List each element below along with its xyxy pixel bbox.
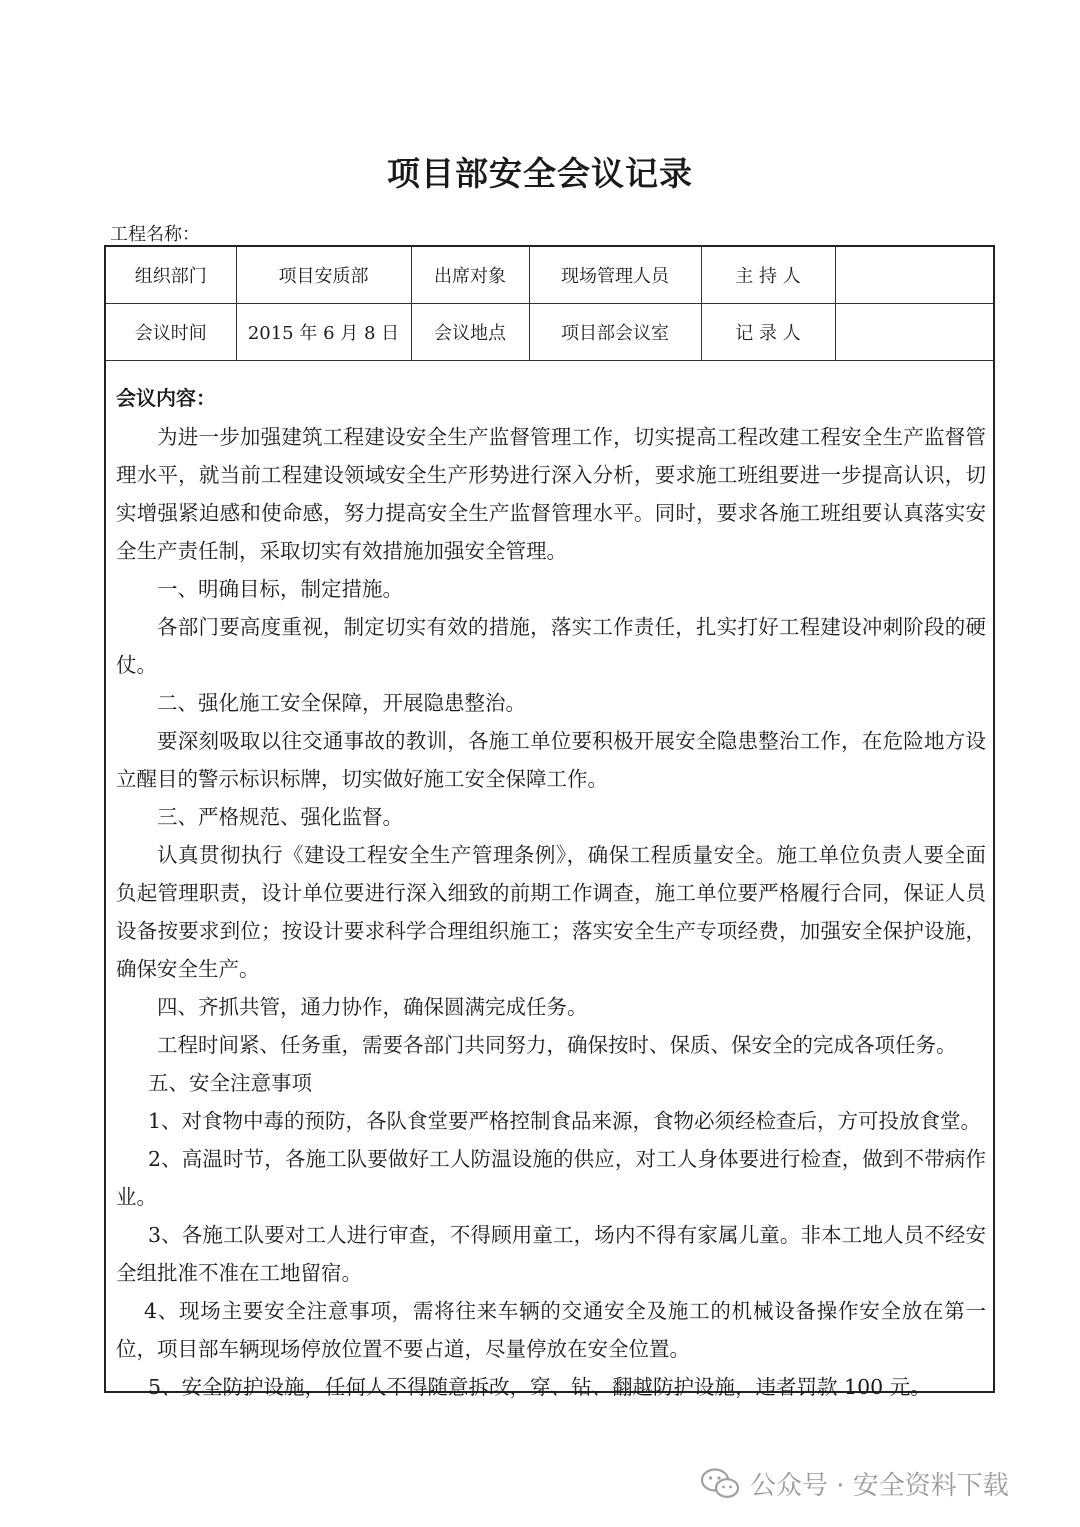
organizer-label: 组织部门 bbox=[106, 247, 236, 304]
wechat-icon bbox=[700, 1467, 740, 1501]
meeting-time-label: 会议时间 bbox=[106, 304, 236, 361]
list-item: 5、安全防护设施，任何人不得随意拆改，穿、钻、翻越防护设施，违者罚款 100 元。 bbox=[148, 1375, 931, 1399]
host-value bbox=[835, 247, 993, 304]
watermark bbox=[700, 1465, 1009, 1502]
meeting-location-label: 会议地点 bbox=[411, 304, 529, 361]
section-body-2: 要深刻吸取以往交通事故的教训，各施工单位要积极开展安全隐患整治工作，在危险地方设立醒目的警示标识标牌，切实做好施工安全保障工作。 bbox=[116, 729, 986, 791]
list-item: 4、现场主要安全注意事项，需将往来车辆的交通安全及施工的机械设备操作安全放在第一位，项目部车辆现场停放位置不要占道，尽量停放在安全位置。 bbox=[116, 1299, 986, 1361]
page-title: 项目部安全会议记录 bbox=[387, 154, 693, 193]
recorder-label: 记 录 人 bbox=[701, 304, 835, 361]
meeting-time-value: 2015 年 6 月 8 日 bbox=[236, 304, 411, 361]
meeting-location-value: 项目部会议室 bbox=[529, 304, 701, 361]
list-item: 2、高温时节，各施工队要做好工人防温设施的供应，对工人身体要进行检查，做到不带病作业。 bbox=[116, 1147, 986, 1209]
meeting-info-table bbox=[106, 247, 993, 361]
section-body-3: 认真贯彻执行《建设工程安全生产管理条例》，确保工程质量安全。施工单位负责人要全面负起管理职责，设计单位要进行深入细致的前期工作调查，施工单位要严格履行合同，保证人员设备按要求到位；按设计要求科学合理组织施工；落实安全生产专项经费，加强安全保护设施，确保安全生产。 bbox=[116, 843, 986, 981]
section-body-1: 各部门要高度重视，制定切实有效的措施，落实工作责任，扎实打好工程建设冲刺阶段的硬仗。 bbox=[116, 615, 986, 677]
section-heading-3: 三、严格规范、强化监督。 bbox=[157, 805, 403, 829]
section-body-4: 工程时间紧、任务重，需要各部门共同努力，确保按时、保质、保安全的完成各项任务。 bbox=[157, 1033, 957, 1057]
table-row bbox=[106, 304, 993, 361]
watermark-text: 公众号 · 安全资料下载 bbox=[750, 1471, 1009, 1501]
project-name-label: 工程名称： bbox=[110, 224, 200, 245]
table-row bbox=[106, 247, 993, 304]
attendees-label: 出席对象 bbox=[411, 247, 529, 304]
list-item: 1、对食物中毒的预防，各队食堂要严格控制食品来源，食物必须经检查后，方可投放食堂。 bbox=[148, 1109, 982, 1133]
section-heading-4: 四、齐抓共管，通力协作，确保圆满完成任务。 bbox=[157, 995, 588, 1019]
section-heading-2: 二、强化施工安全保障，开展隐患整治。 bbox=[157, 691, 526, 715]
host-label: 主 持 人 bbox=[701, 247, 835, 304]
content-label: 会议内容： bbox=[116, 386, 216, 410]
record-form bbox=[104, 245, 995, 1399]
section-heading-1: 一、明确目标，制定措施。 bbox=[157, 577, 403, 601]
list-item: 3、各施工队要对工人进行审查，不得顾用童工，场内不得有家属儿童。非本工地人员不经安全组批准不准在工地留宿。 bbox=[116, 1223, 986, 1285]
meeting-content bbox=[116, 380, 986, 1406]
intro-paragraph: 为进一步加强建筑工程建设安全生产监督管理工作，切实提高工程改建工程安全生产监督管理水平，就当前工程建设领域安全生产形势进行深入分析，要求施工班组要进一步提高认识，切实增强紧迫感和使命感，努力提高安全生产监督管理水平。同时，要求各施工班组要认真落实安全生产责任制，采取切实有效措施加强安全管理。 bbox=[116, 425, 986, 563]
organizer-value: 项目安质部 bbox=[236, 247, 411, 304]
attendees-value: 现场管理人员 bbox=[529, 247, 701, 304]
section-heading-5: 五、安全注意事项 bbox=[148, 1071, 312, 1095]
recorder-value bbox=[835, 304, 993, 361]
